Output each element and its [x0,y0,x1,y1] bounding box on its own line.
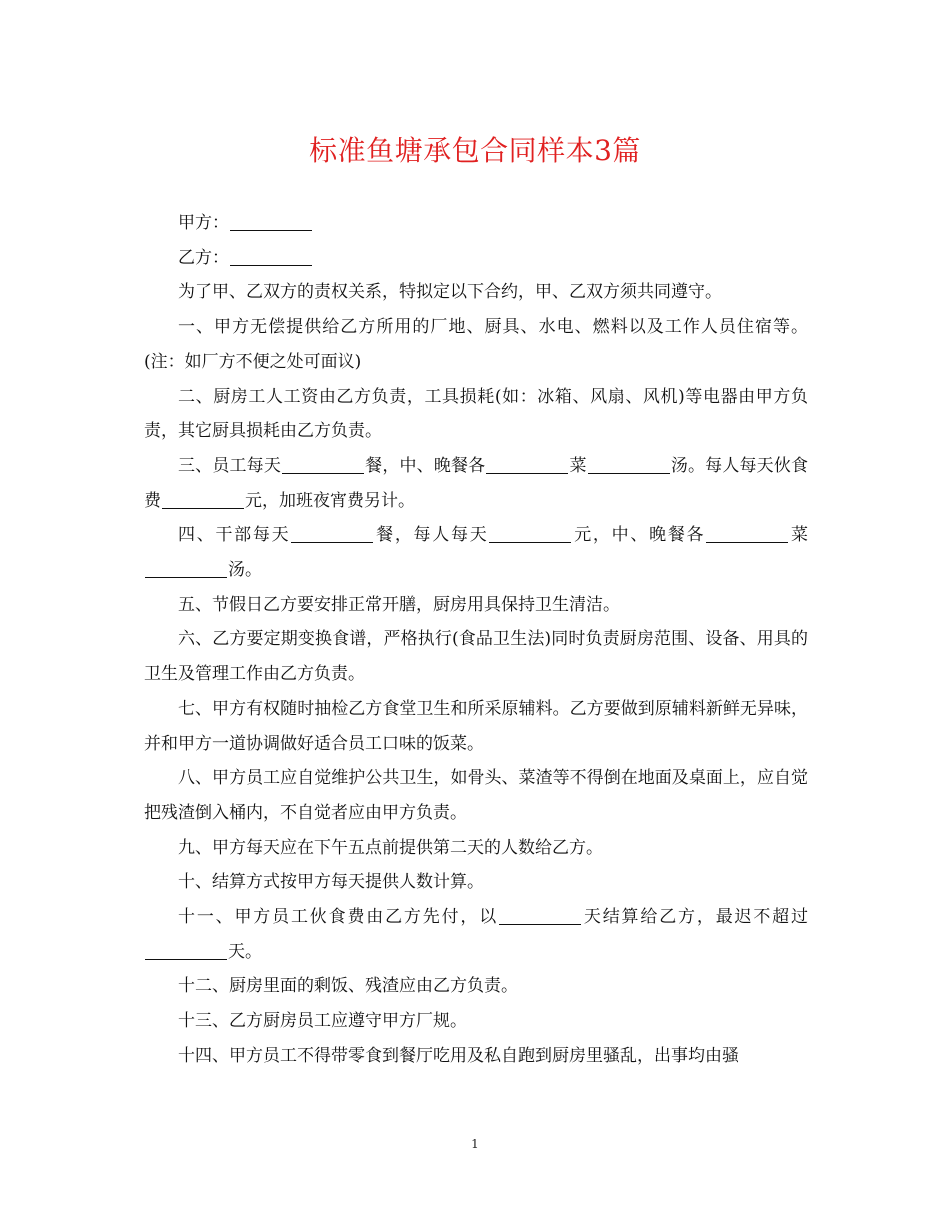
paragraph-text: 菜 [569,455,587,476]
paragraph-text: 甲方： [178,213,229,233]
contract-paragraph [144,449,808,518]
paragraph-text: 一、甲方无偿提供给乙方所用的厂地、厨具、水电、燃料以及工作人员住宿等。(注：如厂方不便之处可面议) [144,317,808,372]
paragraph-text: 六、乙方要定期变换食谱，严格执行(食品卫生法)同时负责厨房范围、设备、用具的卫生及管理工作由乙方负责。 [144,629,808,685]
contract-paragraph [144,1004,808,1039]
document-title: 标准鱼塘承包合同样本3篇 [309,134,641,167]
paragraph-text: 十四、甲方员工不得带零食到餐厅吃用及私自跑到厨房里骚乱，出事均由骚 [178,1045,739,1066]
paragraph-text: 三、员工每天 [178,455,281,476]
contract-paragraph [144,241,808,276]
paragraph-text: 七、甲方有权随时抽检乙方食堂卫生和所采原辅料。乙方要做到原辅料新鲜无异味，并和甲方一道协调做好适合员工口味的饭菜。 [144,698,808,754]
paragraph-text: 十二、厨房里面的剩饭、残渣应由乙方负责。 [178,976,518,997]
paragraph-text: 八、甲方员工应自觉维护公共卫生，如骨头、菜渣等不得倒在地面及桌面上，应自觉把残渣倒入桶内，不自觉者应由甲方负责。 [144,768,808,823]
fill-in-blank [588,456,670,474]
contract-paragraph [144,969,808,1004]
paragraph-text: 乙方： [178,247,229,268]
paragraph-text: 五、节假日乙方要安排正常开膳，厨房用具保持卫生清洁。 [178,594,620,615]
contract-paragraph [144,1039,808,1074]
fill-in-blank [145,560,227,578]
paragraph-text: 为了甲、乙双方的责权关系，特拟定以下合约，甲、乙双方须共同遵守。 [178,282,722,303]
fill-in-blank [230,213,312,231]
paragraph-text: 十三、乙方厨房员工应遵守甲方厂规。 [178,1011,467,1032]
document-body [144,206,808,1074]
fill-in-blank [230,248,312,266]
paragraph-text: 元，中、晚餐各 [572,525,706,546]
paragraph-text: 元，加班夜宵费另计。 [245,490,415,511]
fill-in-blank [706,525,788,543]
fill-in-blank [291,525,373,543]
page-number: 1 [471,1137,479,1151]
paragraph-text: 菜 [789,525,809,546]
paragraph-text: 十、结算方式按甲方每天提供人数计算。 [178,872,484,893]
contract-paragraph [144,622,808,691]
fill-in-blank [486,456,568,474]
contract-paragraph [144,865,808,900]
contract-paragraph [144,380,808,449]
fill-in-blank [282,456,364,474]
contract-paragraph [144,275,808,310]
paragraph-text: 天。 [228,941,262,962]
contract-paragraph [144,206,808,241]
paragraph-text: 二、厨房工人工资由乙方负责，工具损耗(如：冰箱、风扇、风机)等电器由甲方负责，其它厨具损耗由乙方负责。 [144,386,808,442]
fill-in-blank [162,491,244,509]
paragraph-text: 十一、甲方员工伙食费由乙方先付，以 [178,907,499,928]
contract-paragraph [144,761,808,830]
paragraph-text: 餐，每人每天 [374,525,489,546]
paragraph-text: 四、干部每天 [178,525,291,546]
contract-paragraph [144,588,808,623]
fill-in-blank [499,907,581,925]
paragraph-text: 汤。 [228,560,262,581]
paragraph-text: 天结算给乙方，最迟不超过 [582,907,809,928]
fill-in-blank [489,525,571,543]
contract-paragraph [144,310,808,379]
contract-paragraph [144,518,808,587]
contract-paragraph [144,692,808,761]
paragraph-text: 九、甲方每天应在下午五点前提供第二天的人数给乙方。 [178,837,603,858]
contract-paragraph [144,900,808,969]
paragraph-text: 汤。每人每天伙食费 [144,455,809,511]
contract-paragraph [144,831,808,866]
fill-in-blank [145,942,227,960]
paragraph-text: 餐，中、晚餐各 [365,455,486,476]
